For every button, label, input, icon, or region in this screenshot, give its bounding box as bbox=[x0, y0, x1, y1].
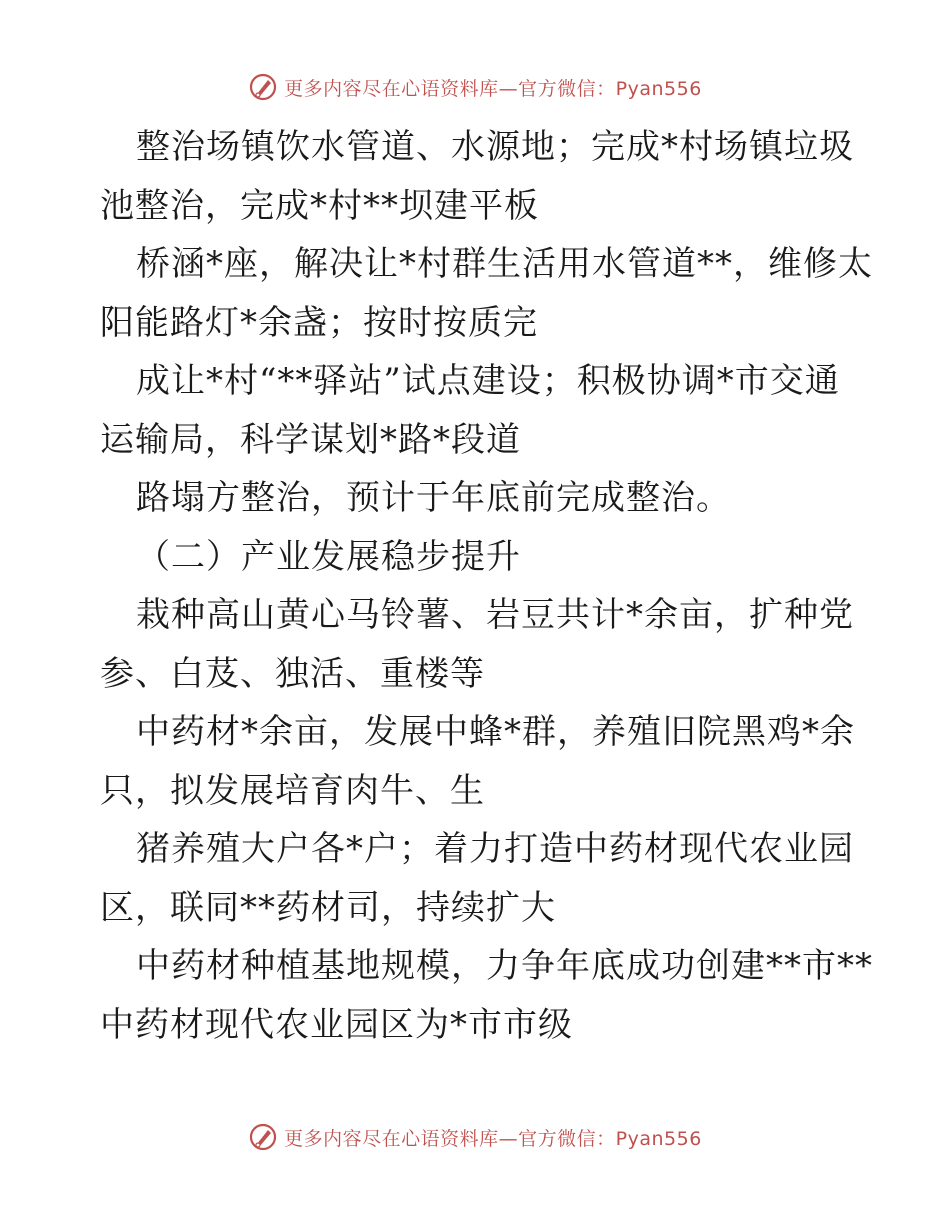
footer-watermark bbox=[0, 1122, 950, 1152]
section-heading: （二）产业发展稳步提升 bbox=[136, 536, 521, 577]
header-watermark bbox=[0, 72, 950, 102]
paragraph-line: 参、白芨、独活、重楼等 bbox=[100, 653, 485, 694]
paragraph-line: 整治场镇饮水管道、水源地；完成*村场镇垃圾 bbox=[136, 127, 854, 167]
paragraph-line: 路塌方整治，预计于年底前完成整治。 bbox=[136, 478, 731, 518]
paragraph-line: 区，联同**药材司，持续扩大 bbox=[100, 887, 556, 928]
paragraph-line: 中药材*余亩，发展中蜂*群，养殖旧院黑鸡*余 bbox=[136, 712, 855, 752]
watermark-text: 更多内容尽在心语资料库—官方微信：Pyan556 bbox=[284, 77, 702, 100]
pen-nib-circle-icon bbox=[248, 1122, 278, 1152]
paragraph-line: 桥涵*座，解决让*村群生活用水管道**，维修太 bbox=[136, 244, 873, 284]
paragraph-line: 中药材现代农业园区为*市市级 bbox=[100, 1004, 573, 1045]
watermark-text: 更多内容尽在心语资料库—官方微信：Pyan556 bbox=[284, 1127, 702, 1150]
paragraph-line: 猪养殖大户各*户；着力打造中药材现代农业园 bbox=[136, 829, 854, 869]
pen-nib-circle-icon bbox=[248, 72, 278, 102]
document-body bbox=[100, 118, 873, 1054]
paragraph-line: 运输局，科学谋划*路*段道 bbox=[100, 419, 521, 460]
paragraph-line: 只，拟发展培育肉牛、生 bbox=[100, 770, 485, 811]
paragraph-line: 阳能路灯*余盏；按时按质完 bbox=[100, 302, 538, 343]
paragraph-line: 池整治，完成*村**坝建平板 bbox=[100, 185, 539, 226]
paragraph-line: 中药材种植基地规模，力争年底成功创建**市** bbox=[136, 946, 873, 986]
paragraph-line: 成让*村“**驿站”试点建设；积极协调*市交通 bbox=[136, 361, 840, 401]
paragraph-line: 栽种高山黄心马铃薯、岩豆共计*余亩，扩种党 bbox=[136, 595, 854, 635]
